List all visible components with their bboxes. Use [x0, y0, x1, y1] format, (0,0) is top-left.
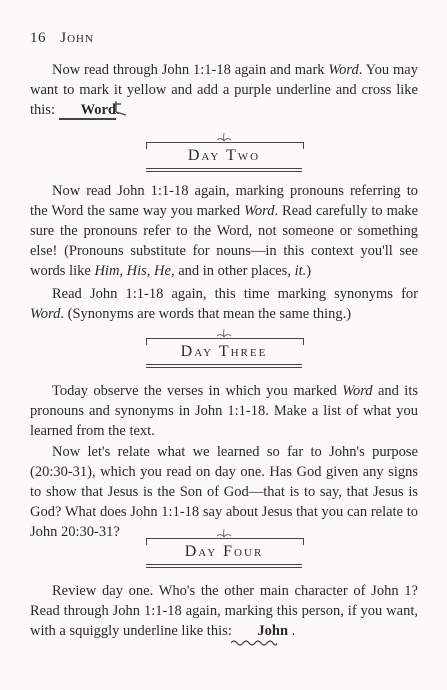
- cross-icon: [112, 100, 128, 116]
- intro-word: Word: [328, 62, 359, 78]
- day-three-text-a: Today observe the verses in which you marked: [52, 383, 343, 399]
- day-two-text-c: and in other places,: [174, 263, 295, 279]
- day-two-it: it.: [294, 263, 307, 279]
- page-number: 16: [30, 30, 46, 46]
- day-four-text-end: .: [288, 623, 296, 639]
- day-four-paragraph: [30, 581, 418, 641]
- day-four-heading-text: Day Four: [184, 543, 264, 560]
- day-two-text-b: . Read carefully to make sure the pronouns refer to the Word, not someone or something else! (Pronouns substitute for nouns—in this context you'll see words like: [30, 203, 419, 279]
- day-two-p2-text-a: Read John 1:1-18 again, this time marking synonyms for: [52, 286, 418, 302]
- squiggly-underline-sample: [235, 621, 288, 641]
- day-two-heading-text: Day Two: [187, 147, 261, 164]
- day-two-text-a: Now read John 1:1-18 again, marking pronouns referring to the Word the same way you marked: [30, 183, 418, 219]
- day-three-heading: [146, 338, 302, 372]
- word-marking-sample-text: Word: [80, 102, 117, 118]
- leaf-ornament-icon: [216, 528, 232, 538]
- day-four-heading: [146, 538, 302, 572]
- day-three-text-b: and its pronouns and synonyms in John 1:1-18. Make a list of what you learned from the text.: [30, 383, 418, 439]
- squiggly-underline-icon: [231, 639, 277, 647]
- day-two-word: Word: [244, 203, 275, 219]
- day-two-p2-word: Word: [30, 306, 61, 322]
- leaf-ornament-icon: [216, 132, 232, 142]
- word-marking-sample: [59, 102, 116, 120]
- day-two-paragraph-1: [30, 181, 418, 281]
- day-four-text: Review day one. Who's the other main character of John 1? Read through John 1:1-18 again, marking this person, if you want, with a squiggly underline like this:: [30, 583, 418, 639]
- day-two-heading: [146, 142, 302, 176]
- running-header: [30, 30, 94, 47]
- intro-text-2: . You may want to mark it yellow and add a purple underline and cross like this:: [30, 62, 418, 118]
- intro-text: Now read through John 1:1-18 again and mark: [52, 62, 329, 78]
- day-three-word: Word: [342, 383, 373, 399]
- book-title: John: [60, 30, 94, 46]
- leaf-ornament-icon: [216, 328, 232, 338]
- day-three-paragraph-1: [30, 381, 418, 441]
- day-three-paragraph-2: Now let's relate what we learned so far to John's purpose (20:30-31), which you read on day one. Has God given any signs to show that Jesus is the Son of God—that is to say, that Jesus is God? What does John 1:1-18 say about Jesus that you can relate to John 20:30-31?: [30, 444, 418, 540]
- squiggly-underline-sample-text: John: [257, 623, 289, 639]
- intro-paragraph: Now read through John 1:1-18 again and mark Word. You may want to mark it yellow and add a purple underline and cross like this: Word .: [30, 62, 418, 118]
- day-two-text-d: ): [306, 263, 312, 279]
- day-two-pronouns: Him, His, He,: [94, 263, 175, 279]
- day-two-p2-text-b: . (Synonyms are words that mean the same thing.): [60, 306, 352, 322]
- day-three-heading-text: Day Three: [180, 343, 268, 360]
- day-two-paragraph-2: [30, 284, 418, 324]
